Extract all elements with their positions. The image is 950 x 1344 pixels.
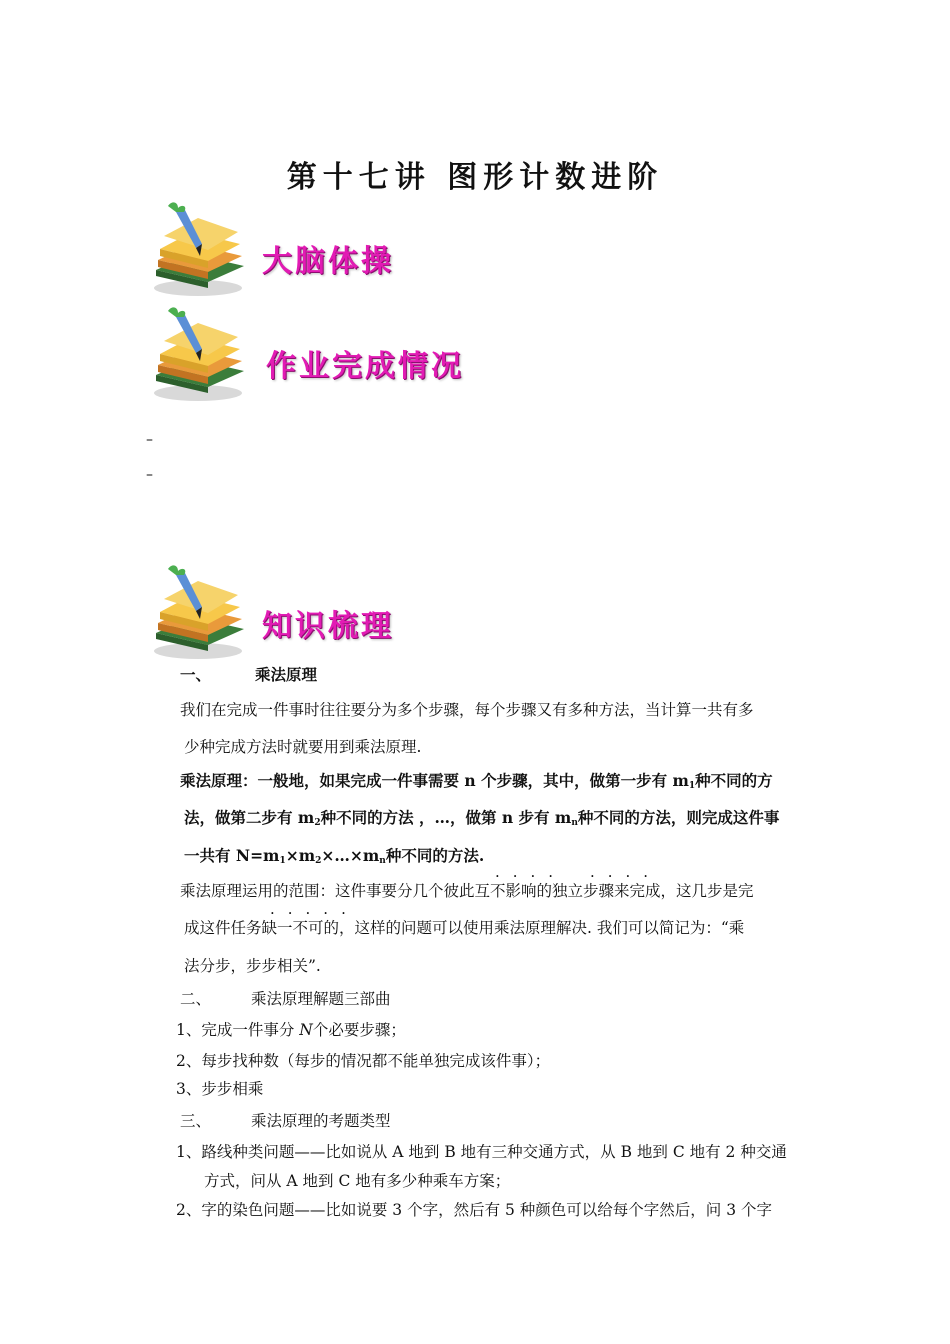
principle-line: [184, 807, 779, 834]
heading-1: [180, 664, 317, 686]
heading-2: [180, 988, 391, 1010]
text-span: 一共有 N=m: [184, 846, 280, 865]
heading-number: 二、: [180, 990, 212, 1008]
list-item: 2、每步找种数（每步的情况都不能单独完成该件事）；: [176, 1052, 551, 1070]
list-item: 1、路线种类问题——比如说从 A 地到 B 地有三种交通方式，从 B 地到 C 地有 2 种交通: [176, 1143, 787, 1161]
emphasis-dots: ····: [590, 867, 662, 885]
page-title: 第十七讲 图形计数进阶: [286, 160, 664, 195]
paragraph-line: 成这件任务缺一不可的，这样的问题可以使用乘法原理解决. 我们可以简记为：“乘: [184, 919, 745, 937]
section-brain-exercise: [148, 200, 448, 300]
list-item: 3、步步相乘: [176, 1080, 264, 1098]
heading-text: 乘法原理的考题类型: [251, 1112, 391, 1130]
list-item: [176, 1019, 406, 1041]
principle-line: [184, 845, 484, 872]
list-item: 2、字的染色问题——比如说要 3 个字，然后有 5 种颜色可以给每个字然后，问 3 个字: [176, 1201, 773, 1219]
emphasis-dots: ····: [495, 867, 567, 885]
empty-list-marker: –: [146, 432, 153, 448]
section-label: 作业完成情况: [266, 349, 464, 384]
text-span: 种不同的方: [695, 771, 773, 790]
variable: N: [299, 1021, 313, 1039]
heading-text: 乘法原理解题三部曲: [251, 990, 391, 1008]
books-pencil-icon: [148, 563, 248, 663]
paragraph-line: 我们在完成一件事时往往要分为多个步骤，每个步骤又有多种方法，当计算一共有多: [180, 701, 754, 719]
section-label: 知识梳理: [262, 609, 394, 644]
text-span: ×m: [285, 846, 316, 865]
heading-text: 乘法原理: [255, 665, 318, 684]
text-span: 法，做第二步有 m: [184, 808, 315, 827]
text-span: 种不同的方法.: [385, 846, 485, 865]
principle-line: [180, 770, 773, 797]
subscript: 2: [314, 818, 321, 828]
paragraph-line: 乘法原理运用的范围：这件事要分几个彼此互不影响的独立步骤来完成，这几步是完: [180, 882, 754, 900]
subscript: 1: [688, 781, 696, 791]
text-span: ×…×m: [321, 846, 380, 865]
heading-number: 一、: [180, 665, 212, 684]
list-item-continuation: 方式，问从 A 地到 C 地有多少种乘车方案；: [204, 1172, 511, 1190]
section-knowledge-review: [148, 563, 448, 663]
section-label: 大脑体操: [262, 244, 394, 279]
text-span: 种不同的方法 ，…，做第 n 步有 m: [320, 808, 572, 827]
subscript: n: [379, 856, 386, 866]
heading-3: [180, 1110, 391, 1132]
text-span: 1、完成一件事分: [176, 1021, 300, 1039]
paragraph-line: 法分步，步步相关”.: [184, 957, 321, 975]
text-span: 乘法原理：一般地，如果完成一件事需要 n 个步骤，其中，做第一步有 m: [180, 771, 689, 790]
subscript: 2: [315, 856, 322, 866]
empty-list-marker: –: [146, 467, 153, 483]
section-homework-status: [148, 305, 508, 405]
heading-number: 三、: [180, 1112, 212, 1130]
books-pencil-icon: [148, 305, 248, 405]
text-span: 个必要步骤；: [312, 1021, 406, 1039]
text-span: 种不同的方法，则完成这件事: [577, 808, 780, 827]
subscript: 1: [279, 856, 286, 866]
paragraph-line: 少种完成方法时就要用到乘法原理.: [184, 738, 422, 756]
emphasis-dots: ·····: [270, 904, 359, 922]
books-pencil-icon: [148, 200, 248, 300]
subscript: n: [571, 818, 578, 828]
